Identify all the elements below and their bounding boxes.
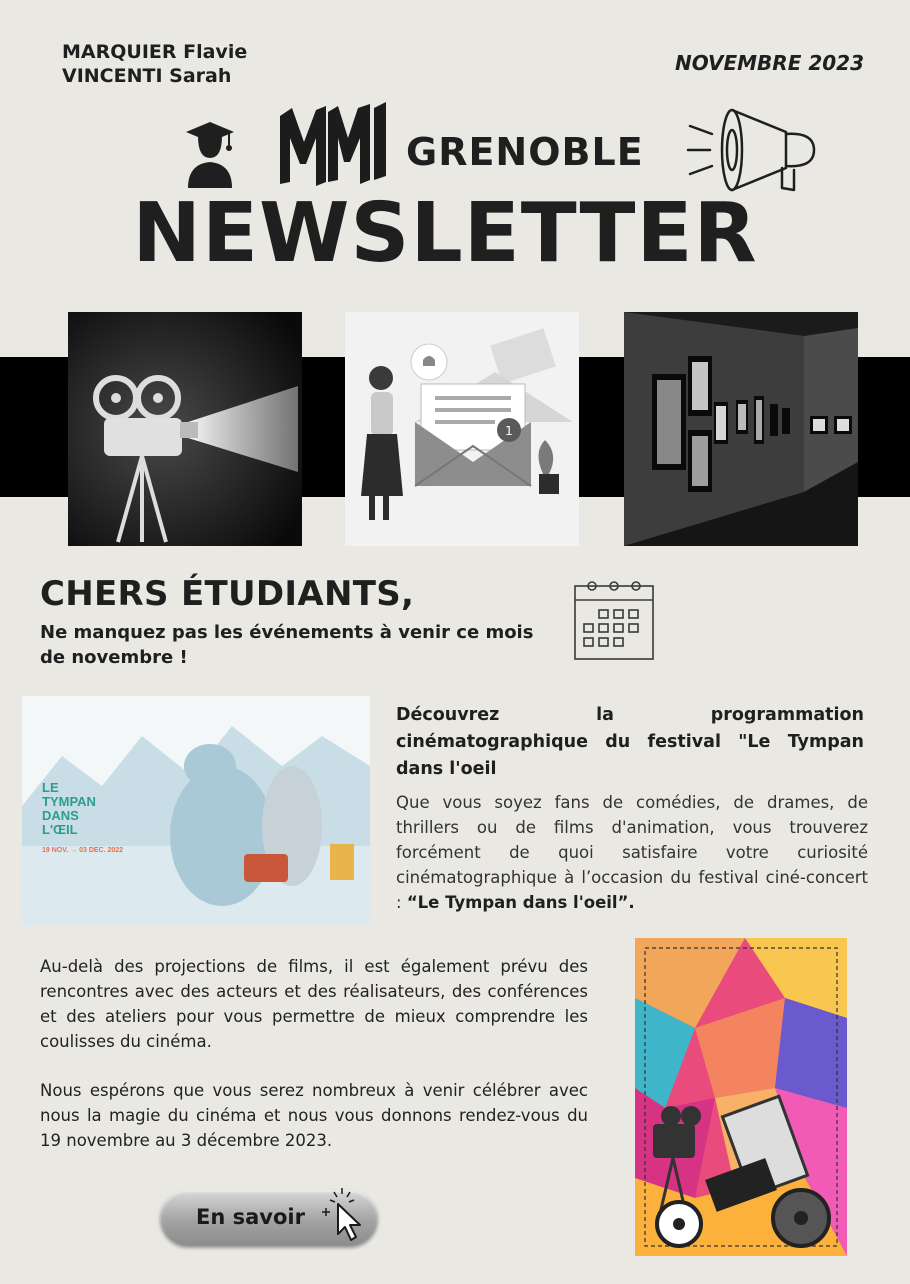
city-name: GRENOBLE [406, 130, 644, 174]
newsletter-illustration [345, 312, 579, 546]
poster-title-1: LE [42, 780, 59, 795]
author-1: MARQUIER Flavie [62, 41, 248, 63]
svg-text:1: 1 [505, 424, 513, 438]
authors [62, 40, 247, 88]
mmi-logo [278, 102, 390, 188]
heading-word-1: Découvrez [396, 705, 500, 725]
heading-rest: cinématographique du festival "Le Tympan dans l'oeil [396, 732, 864, 779]
cinema-poster [635, 938, 847, 1256]
newsletter-title: NEWSLETTER [132, 186, 758, 281]
details-paragraph-1: Au-delà des projections de films, il est également prévu des rencontres avec des acteurs et des réalisateurs, des conférences et des ateliers pour vous permettre de mieux comprendre les coulisses du cinéma. [40, 957, 588, 1051]
gallery-image [624, 312, 858, 546]
poster-dates: 19 NOV. → 03 DEC. 2022 [42, 847, 124, 854]
issue-date: NOVEMBRE 2023 [674, 51, 864, 75]
calendar-icon [572, 578, 656, 662]
author-2: VINCENTI Sarah [62, 65, 232, 87]
festival-description-text: Que vous soyez fans de comédies, de drames, de thrillers ou de films d'animation, vous trouverez forcément de quoi satisfaire votre curiosité cinématographique à l’occasion du festival ciné-concert : [396, 793, 868, 912]
poster-title-2: TYMPAN [42, 794, 96, 809]
poster-title-3: DANS [42, 808, 79, 823]
projector-image [68, 312, 302, 546]
details-paragraph-2: Nous espérons que vous serez nombreux à venir célébrer avec nous la magie du cinéma et nous vous donnons rendez-vous du 19 novembre au 3 décembre 2023. [40, 1081, 588, 1150]
megaphone-icon [686, 102, 818, 194]
learn-more-button[interactable] [160, 1190, 378, 1246]
festival-poster [22, 696, 370, 926]
festival-name-quote: “Le Tympan dans l'oeil”. [406, 893, 635, 912]
cursor-click-icon [316, 1186, 368, 1242]
heading-word-2: la [596, 705, 614, 725]
learn-more-label: En savoir [196, 1205, 305, 1229]
heading-word-3: programmation [710, 705, 864, 725]
greeting-subtitle: Ne manquez pas les événements à venir ce mois de novembre ! [40, 622, 534, 668]
festival-description [396, 790, 868, 915]
greeting-heading: CHERS ÉTUDIANTS, [40, 574, 415, 614]
graduate-icon [182, 118, 238, 188]
festival-heading [396, 702, 864, 783]
poster-title-4: L'ŒIL [42, 822, 78, 837]
